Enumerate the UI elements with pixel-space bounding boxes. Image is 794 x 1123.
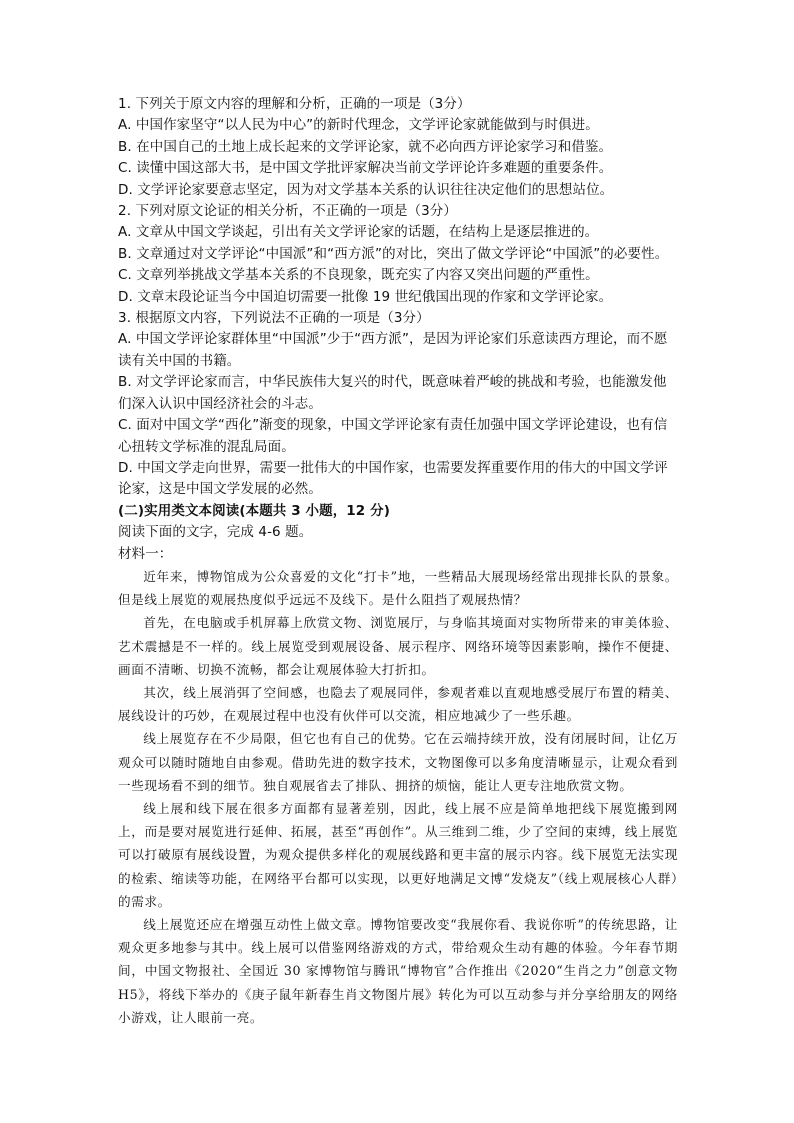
option-b: B. 对文学评论家而言，中华民族伟大复兴的时代，既意味着严峻的挑战和考验，也能激发他们深入认识中国经济社会的斗志。 [118,374,667,412]
question-stem: 1. 下列关于原文内容的理解和分析，正确的一项是（3分） [118,96,471,112]
option-a: A. 中国作家坚守“以人民为中心”的新时代理念，文学评论家就能做到与时俱进。 [118,117,599,134]
material-paragraph: 首先，在电脑或手机屏幕上欣赏文物、浏览展厅，与身临其境面对实物所带来的审美体验、艺术震撼是不一样的。线上展览受到观展设备、展示程序、网络环境等因素影响，操作不便捷、画面不清晰、切换不流畅，都会让观展体验大打折扣。 [118,615,678,677]
question-1 [118,94,678,201]
material-paragraph: 其次，线上展消弭了空间感，也隐去了观展同伴，参观者难以直观地感受展厅布置的精美、展线设计的巧妙，在观展过程中也没有伙伴可以交流，相应地减少了一些乐趣。 [118,684,678,724]
option-d: D. 文学评论家要意志坚定，因为对文学基本关系的认识往往决定他们的思想站位。 [118,181,614,198]
material-paragraph: 线上展览存在不少局限，但它也有自己的优势。它在云端持续开放，没有闭展时间，让亿万观众可以随时随地自由参观。借助先进的数字技术，文物图像可以多角度清晰显示，让观众看到一些现场看不到的细节。独自观展省去了排队、拥挤的烦恼，能让人更专注地欣赏文物。 [118,731,678,793]
option-c: C. 读懂中国这部大书，是中国文学批评家解决当前文学评论许多难题的重要条件。 [118,160,613,177]
option-a: A. 中国文学评论家群体里“中国派”少于“西方派”，是因为评论家们乐意读西方理论，而不愿读有关中国的书籍。 [118,331,668,369]
option-a: A. 文章从中国文学谈起，引出有关文学评论家的话题，在结构上是逐层推进的。 [118,224,599,241]
material-paragraph: 线上展览还应在增强互动性上做文章。博物馆要改变“我展你看、我说你听”的传统思路，让观众更多地参与其中。线上展可以借鉴网络游戏的方式，带给观众生动有趣的体验。今年春节期间，中国文物报社、全国近 30 家博物馆与腾讯“博物官”合作推出《2020“生肖之力”创意文物 H5》，将线下举办的《庚子鼠年新春生肖文物图片展》转化为可以互动参与并分享给朋友的网络小游戏，让人眼前一亮。 [118,916,678,1025]
page-content [118,94,678,1029]
section-instruction: 阅读下面的文字，完成 4-6 题。 [118,524,313,541]
option-c: C. 文章列举挑战文学基本关系的不良现象，既充实了内容又突出问题的严重性。 [118,267,599,284]
option-d: D. 文章末段论证当今中国迫切需要一批像 19 世纪俄国出现的作家和文学评论家。 [118,288,613,305]
option-b: B. 文章通过对文学评论“中国派”和“西方派”的对比，突出了做文学评论“中国派”的必要性。 [118,245,669,262]
material-label: 材料一： [118,545,173,562]
section-title: (二)实用类文本阅读(本题共 3 小题，12 分) [118,502,390,519]
question-stem: 3. 根据原文内容，下列说法不正确的一项是（3分） [118,310,430,327]
question-3 [118,308,678,501]
option-c: C. 面对中国文学“西化”渐变的现象，中国文学评论家有责任加强中国文学评论建设，也有信心扭转文学标准的混乱局面。 [118,417,668,455]
question-2 [118,201,678,308]
material-one [118,565,678,1029]
material-paragraph: 近年来，博物馆成为公众喜爱的文化“打卡”地，一些精品大展现场经常出现排长队的景象。但是线上展览的观展热度似乎远远不及线下。是什么阻挡了观展热情？ [118,568,678,608]
question-stem: 2. 下列对原文论证的相关分析，不正确的一项是（3分） [118,203,457,220]
option-d: D. 中国文学走向世界，需要一批伟大的中国作家，也需要发挥重要作用的伟大的中国文学评论家，这是中国文学发展的必然。 [118,459,668,498]
option-b: B. 在中国自己的土地上成长起来的文学评论家，就不必向西方评论家学习和借鉴。 [118,138,613,155]
material-paragraph: 线上展和线下展在很多方面都有显著差别，因此，线上展不应是简单地把线下展览搬到网上，而是要对展览进行延伸、拓展，甚至“再创作”。从三维到二维，少了空间的束缚，线上展览可以打破原有展线设置，为观众提供多样化的观展线路和更丰富的展示内容。线下展览无法实现的检索、缩读等功能，在网络平台都可以实现，以更好地满足文博“发烧友”（线上观展核心人群）的需求。 [118,800,678,909]
